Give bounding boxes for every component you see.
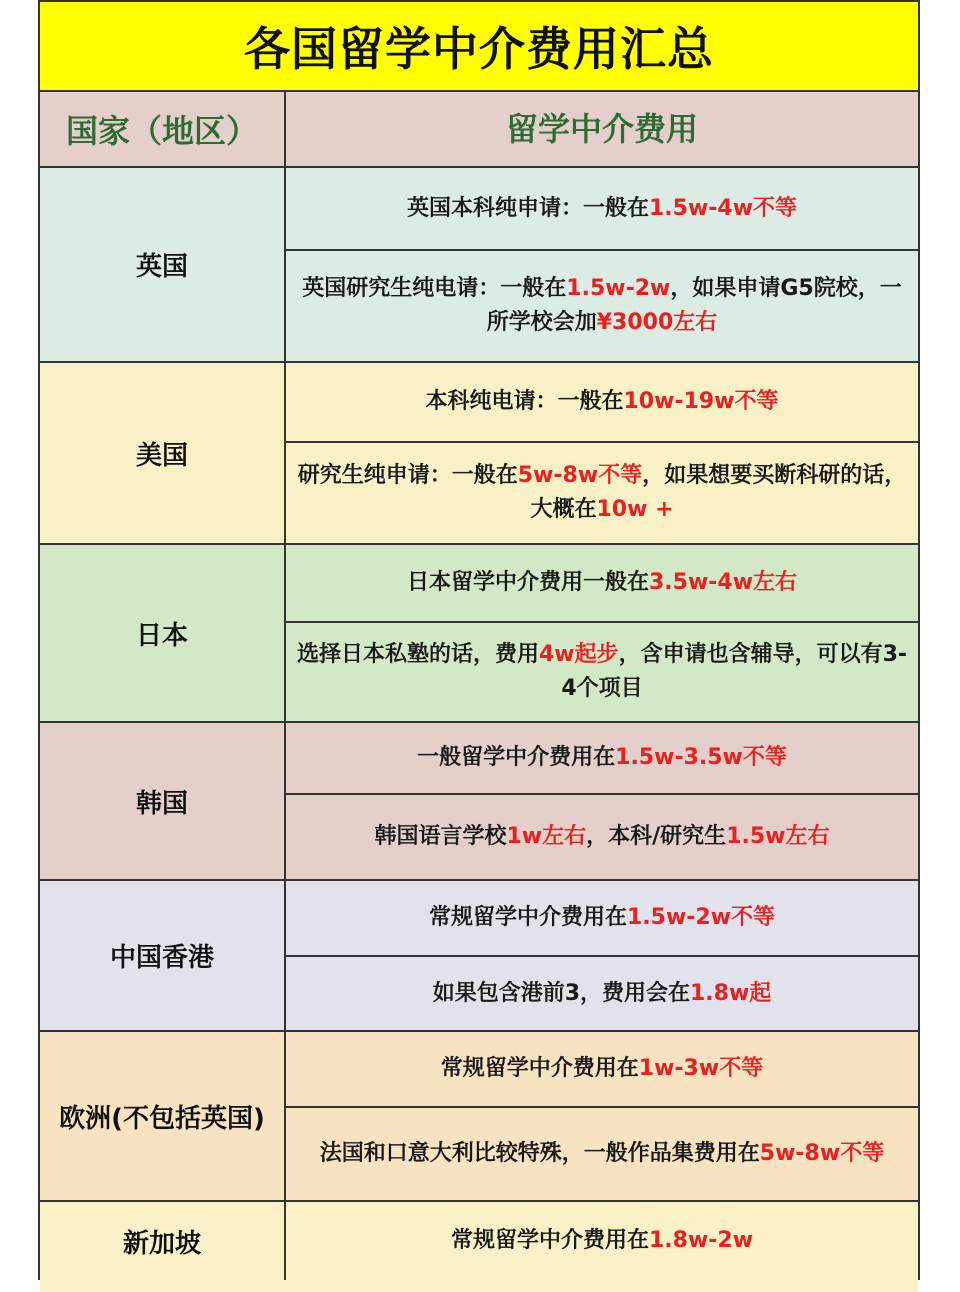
fee-text: 常规留学中介费用在 <box>428 905 627 930</box>
fee-line <box>286 251 918 361</box>
table-row-korea <box>40 723 918 881</box>
table-row-singapore <box>40 1202 918 1292</box>
fee-highlight: 3.5w-4w左右 <box>648 570 798 595</box>
fee-highlight: 1.5w-2w <box>566 276 671 301</box>
fee-text: 英国研究生纯电请：一般在 <box>302 276 567 301</box>
fee-highlight: 5w-8w不等 <box>759 1141 885 1166</box>
fee-text: ，本科/研究生 <box>586 824 727 849</box>
fee-highlight: ¥3000左右 <box>596 310 718 335</box>
country-name: 英国 <box>40 168 286 361</box>
fee-highlight: 1w-3w不等 <box>638 1056 764 1081</box>
table-row-us <box>40 363 918 545</box>
fee-line <box>286 443 918 543</box>
fee-text: ，含申请也含辅导，可以有3-4个项目 <box>561 642 908 701</box>
fee-highlight: 5w-8w不等 <box>517 463 643 488</box>
country-name: 欧洲(不包括英国) <box>40 1032 286 1200</box>
country-name: 韩国 <box>40 723 286 879</box>
fee-text: 英国本科纯申请：一般在 <box>406 195 649 221</box>
fee-line <box>286 363 918 443</box>
fee-line <box>286 723 918 795</box>
table-row-europe <box>40 1032 918 1202</box>
fee-text: 韩国语言学校 <box>374 824 507 849</box>
fee-text: 研究生纯申请：一般在 <box>297 463 518 488</box>
country-name: 美国 <box>40 363 286 543</box>
fee-highlight: 1.5w-4w不等 <box>648 195 798 221</box>
fee-line <box>286 545 918 623</box>
fee-line <box>286 623 918 721</box>
fee-text: ，如果想要买断科研的话，大概在 <box>530 463 907 522</box>
fee-line <box>286 1032 918 1108</box>
table-header <box>40 92 918 168</box>
fee-table <box>38 0 920 1280</box>
country-name: 日本 <box>40 545 286 721</box>
fee-line <box>286 957 918 1030</box>
fee-line <box>286 795 918 879</box>
fee-highlight: 10w + <box>596 497 674 522</box>
fee-highlight: 1.8w-2w <box>648 1228 754 1253</box>
fee-highlight: 1.8w起 <box>690 980 772 1006</box>
country-name: 中国香港 <box>40 881 286 1030</box>
fee-text: 本科纯电请：一般在 <box>425 389 624 414</box>
fee-highlight: 1.5w-2w不等 <box>626 905 776 930</box>
fee-text: 常规留学中介费用在 <box>450 1228 649 1253</box>
fee-text: 一般留学中介费用在 <box>417 745 616 770</box>
country-name: 新加坡 <box>40 1202 286 1280</box>
header-country: 国家（地区） <box>40 92 286 166</box>
fee-highlight: 10w-19w不等 <box>623 389 779 414</box>
table-row-uk <box>40 168 918 363</box>
fee-line <box>286 881 918 957</box>
fee-highlight: 1.5w-3.5w不等 <box>615 745 787 770</box>
fee-line <box>286 1202 918 1280</box>
fee-text: 法国和口意大利比较特殊，一般作品集费用在 <box>319 1141 760 1166</box>
fee-highlight: 4w起步 <box>538 642 619 667</box>
fee-text: 常规留学中介费用在 <box>440 1056 639 1081</box>
header-fee: 留学中介费用 <box>505 110 698 148</box>
page-title: 各国留学中介费用汇总 <box>40 0 918 92</box>
table-row-japan <box>40 545 918 723</box>
fee-text: ，如果申请G5院校，一所学校会加 <box>486 276 902 335</box>
fee-highlight: 1.5w左右 <box>726 824 830 849</box>
fee-line <box>286 1108 918 1200</box>
fee-text: 日本留学中介费用一般在 <box>406 570 649 595</box>
table-row-hongkong <box>40 881 918 1032</box>
fee-highlight: 1w左右 <box>506 824 587 849</box>
fee-text: 如果包含港前3，费用会在 <box>432 980 690 1006</box>
fee-text: 选择日本私塾的话，费用 <box>296 642 539 667</box>
fee-line <box>286 168 918 251</box>
